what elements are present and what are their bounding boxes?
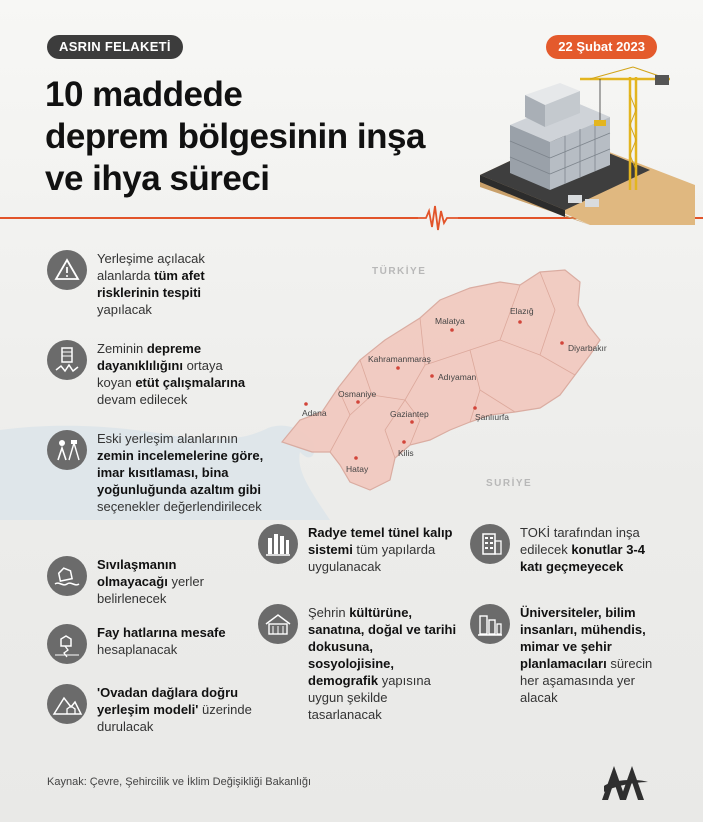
list-item-text <box>520 604 660 706</box>
liquefaction-icon <box>47 556 87 596</box>
emphasis-text: Sıvılaşmanın olmayacağı <box>97 557 177 589</box>
emphasis-text: Üniversiteler, bilim insanları, mühendis, mimar ve şehir planlamacıları <box>520 605 646 671</box>
body-text: devam edilecek <box>97 392 188 407</box>
city-planning-icon <box>470 604 510 644</box>
body-text: yapılacak <box>97 302 152 317</box>
city-dot <box>396 366 400 370</box>
list-item-text <box>97 556 237 607</box>
title-line: deprem bölgesinin inşa <box>45 117 425 156</box>
city-label-sanliurfa: Şanlıurfa <box>475 412 510 422</box>
body-text: Şehrin <box>308 605 350 620</box>
city-dot <box>402 440 406 444</box>
body-text: sürecin her aşamasında yer alacak <box>520 656 653 705</box>
city-label-gaziantep: Gaziantep <box>390 409 429 419</box>
emphasis-text: konutlar 3-4 katı geçmeyecek <box>520 542 645 574</box>
category-badge: ASRIN FELAKETİ <box>47 35 183 59</box>
emphasis-text: zemin incelemelerine göre, imar kısıtlaması, bina yoğunluğunda azaltım gibi <box>97 448 264 497</box>
country-label-syria: SURİYE <box>486 478 533 489</box>
city-label-elazig: Elazığ <box>510 306 534 316</box>
date-badge: 22 Şubat 2023 <box>546 35 657 59</box>
body-text: yapısına uygun şekilde tasarlanacak <box>308 673 431 722</box>
apartment-building-icon <box>470 524 510 564</box>
body-text: üzerinde durulacak <box>97 702 252 734</box>
city-label-kilis: Kilis <box>398 448 414 458</box>
country-label-turkey: TÜRKİYE <box>372 266 427 277</box>
city-dot <box>430 374 434 378</box>
emphasis-text: 'Ovadan dağlara doğru yerleşim modeli' <box>97 685 239 717</box>
list-item-text <box>97 684 257 735</box>
fault-line-icon <box>47 624 87 664</box>
city-dot <box>304 402 308 406</box>
city-dot <box>473 406 477 410</box>
city-dot <box>356 400 360 404</box>
city-label-adana: Adana <box>302 408 327 418</box>
tunnel-formwork-icon <box>258 524 298 564</box>
body-text: ortaya koyan <box>97 358 223 390</box>
body-text: yerler belirlenecek <box>97 574 204 606</box>
list-item-text <box>97 250 237 318</box>
city-label-adiyaman: Adıyaman <box>438 372 477 382</box>
city-dot <box>560 341 564 345</box>
surveyor-icon <box>47 430 87 470</box>
seismic-wave-icon <box>418 203 458 233</box>
city-dot <box>518 320 522 324</box>
page-title <box>45 74 465 200</box>
emphasis-text: etüt çalışmalarına <box>135 375 246 390</box>
aa-logo-icon <box>598 762 650 802</box>
list-item-text <box>97 340 247 408</box>
mountain-house-icon <box>47 684 87 724</box>
list-item-text <box>308 604 460 723</box>
emphasis-text: depreme dayanıklılığını <box>97 341 202 373</box>
body-text: Zeminin <box>97 341 147 356</box>
city-label-osmaniye: Osmaniye <box>338 389 377 399</box>
title-line: ve ihya süreci <box>45 159 270 198</box>
seismic-soil-icon <box>47 340 87 380</box>
title-line: 10 maddede <box>45 75 243 114</box>
body-text: TOKİ tarafından inşa edilecek <box>520 525 640 557</box>
city-dot <box>450 328 454 332</box>
list-item-text <box>308 524 460 575</box>
emphasis-text: Fay hatlarına mesafe <box>97 625 226 640</box>
emphasis-text: kültürüne, sanatına, doğal ve tarihi dokusuna, sosyolojisine, demografik <box>308 605 457 688</box>
culture-city-icon <box>258 604 298 644</box>
body-text: seçenekler değerlendirilecek <box>97 499 262 514</box>
source-note: Kaynak: Çevre, Şehircilik ve İklim Değişikliği Bakanlığı <box>47 776 312 788</box>
body-text: Eski yerleşim alanlarının <box>97 431 238 446</box>
city-dot <box>410 420 414 424</box>
body-text: hesaplanacak <box>97 642 178 657</box>
city-dot <box>354 456 358 460</box>
construction-building-illustration <box>470 65 695 225</box>
emphasis-text: Radye temel tünel kalıp sistemi <box>308 525 453 557</box>
list-item-text <box>97 430 265 515</box>
warning-sign-icon <box>47 250 87 290</box>
city-label-hatay: Hatay <box>346 464 369 474</box>
emphasis-text: tüm afet risklerinin tespiti <box>97 268 205 300</box>
city-label-diyarbakir: Diyarbakır <box>568 343 607 353</box>
list-item-text <box>97 624 237 658</box>
body-text: tüm yapılarda uygulanacak <box>308 542 436 574</box>
city-label-malatya: Malatya <box>435 316 465 326</box>
body-text: Yerleşime açılacak alanlarda <box>97 251 205 283</box>
list-item-text <box>520 524 670 575</box>
city-label-kahramanmaras: Kahramanmaraş <box>368 354 431 364</box>
